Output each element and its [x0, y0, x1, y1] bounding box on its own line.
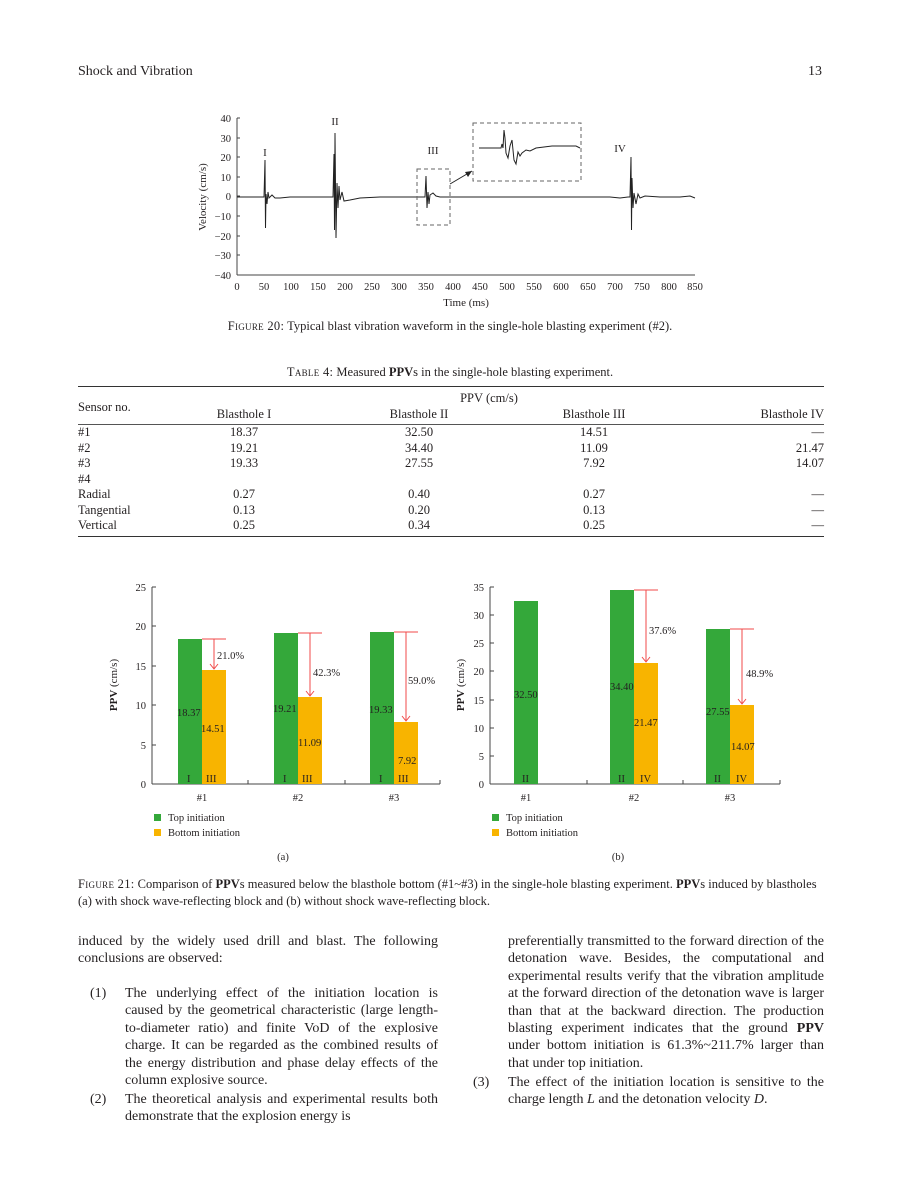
svg-text:21.0%: 21.0%	[217, 651, 245, 662]
figure-20-caption: Figure 20: Typical blast vibration waveform in the single-hole blasting experiment (#2).	[227, 319, 673, 333]
x-axis-label: Time (ms)	[443, 297, 489, 308]
svg-text:30: 30	[220, 134, 231, 145]
svg-text:10: 10	[135, 701, 146, 712]
inset-box	[473, 123, 581, 181]
svg-text:650: 650	[580, 282, 596, 293]
svg-text:(a): (a)	[277, 852, 289, 863]
col-header: Blasthole III	[504, 407, 684, 425]
svg-text:500: 500	[499, 282, 515, 293]
svg-text:800: 800	[661, 282, 677, 293]
svg-text:59.0%: 59.0%	[408, 676, 436, 687]
svg-text:IV: IV	[614, 143, 626, 155]
table-4-caption: Table 4: Measured PPVs in the single-hole blasting experiment.	[286, 365, 614, 379]
svg-text:35: 35	[473, 583, 484, 594]
svg-text:II: II	[618, 774, 625, 785]
ppv-table	[78, 386, 824, 537]
table-row: #3 19.33 27.55 7.92 14.07	[78, 456, 824, 470]
svg-text:42.3%: 42.3%	[313, 668, 341, 679]
svg-text:7.92: 7.92	[398, 756, 417, 767]
col-sensor-header: Sensor no.	[78, 387, 154, 425]
table-row: #2 19.21 34.40 11.09 21.47	[78, 440, 824, 455]
svg-text:400: 400	[445, 282, 461, 293]
svg-text:10: 10	[473, 724, 484, 735]
svg-text:11.09: 11.09	[298, 738, 322, 749]
svg-text:III: III	[398, 774, 409, 785]
svg-text:(b): (b)	[611, 852, 625, 863]
svg-text:0: 0	[234, 282, 240, 293]
svg-text:0: 0	[225, 192, 231, 203]
svg-text:0: 0	[140, 780, 146, 791]
table-row: #1 18.37 32.50 14.51 —	[78, 425, 824, 439]
svg-text:I: I	[187, 774, 191, 785]
svg-text:−40: −40	[214, 271, 231, 282]
svg-text:850: 850	[687, 282, 703, 293]
svg-text:19.33: 19.33	[369, 705, 393, 716]
svg-text:III: III	[427, 145, 439, 157]
svg-text:III: III	[302, 774, 313, 785]
x-ticks	[234, 282, 703, 293]
svg-text:#3: #3	[724, 793, 736, 804]
svg-text:10: 10	[220, 173, 231, 184]
svg-text:I: I	[379, 774, 383, 785]
svg-text:#2: #2	[628, 793, 640, 804]
svg-text:I: I	[283, 774, 287, 785]
svg-text:PPV (cm/s): PPV (cm/s)	[108, 658, 120, 712]
table-row: Tangential 0.13 0.20 0.13 —	[78, 502, 824, 517]
conclusion-2-part-a: (2) The theoretical analysis and experimental results both demonstrate that the explosion energy is	[90, 1092, 438, 1125]
table-row: Vertical 0.25 0.34 0.25 —	[78, 518, 824, 536]
col-header: Blasthole IV	[684, 407, 824, 425]
table-row: Radial 0.27 0.40 0.27 —	[78, 487, 824, 501]
svg-text:700: 700	[607, 282, 623, 293]
svg-text:15: 15	[135, 662, 146, 673]
svg-text:II: II	[522, 774, 529, 785]
svg-text:Top initiation: Top initiation	[168, 813, 225, 824]
svg-text:600: 600	[553, 282, 569, 293]
svg-text:#1: #1	[196, 793, 208, 804]
svg-text:30: 30	[473, 611, 484, 622]
svg-text:18.37: 18.37	[177, 708, 201, 719]
svg-text:Top initiation: Top initiation	[506, 813, 563, 824]
y-ticks	[215, 114, 231, 282]
table-row: #4	[78, 471, 91, 486]
svg-text:IV: IV	[640, 774, 652, 785]
svg-text:0: 0	[478, 780, 484, 791]
svg-text:#2: #2	[292, 793, 304, 804]
svg-text:I: I	[263, 147, 267, 159]
svg-text:350: 350	[418, 282, 434, 293]
svg-text:−20: −20	[214, 232, 231, 243]
svg-text:19.21: 19.21	[273, 704, 297, 715]
col-header: Blasthole I	[154, 407, 334, 425]
svg-text:Bottom initiation: Bottom initiation	[506, 828, 579, 839]
y-axis-label: Velocity (cm/s)	[197, 163, 209, 231]
figure-21a-bar-chart	[100, 575, 445, 865]
svg-text:150: 150	[310, 282, 326, 293]
journal-title: Shock and Vibration	[78, 64, 193, 79]
svg-text:#3: #3	[388, 793, 400, 804]
svg-text:20: 20	[473, 667, 484, 678]
conclusion-2-part-b: preferentially transmitted to the forward direction of the detonation wave. Besides, the computational and experimental results verify that the vibration amplitude at the forward direction of the detonation wave is larger than that at the backward direction. The production blasting experiment indicates that the ground PPV under bottom initiation is 61.3%~211.7% larger than that under top initiation.	[508, 934, 824, 1071]
svg-text:550: 550	[526, 282, 542, 293]
svg-text:40: 40	[220, 114, 231, 125]
svg-text:15: 15	[473, 696, 484, 707]
figure-20-waveform-chart	[180, 108, 720, 308]
svg-text:20: 20	[220, 153, 231, 164]
svg-text:50: 50	[258, 282, 270, 293]
figure-21-caption: Figure 21: Comparison of PPVs measured below the blasthole bottom (#1~#3) in the single-hole blasting experiment. PPVs induced by blastholes (a) with shock wave-reflecting block and (b) without shock wave-reflecting block.	[78, 877, 817, 908]
svg-text:450: 450	[472, 282, 488, 293]
legend-swatch-bottom	[154, 829, 161, 836]
svg-text:750: 750	[634, 282, 650, 293]
svg-text:300: 300	[391, 282, 407, 293]
conclusion-1: (1) The underlying effect of the initiation location is caused by the geometrical characteristic (large length-to-diameter ratio) and finite VoD of the explosive charge. It can be regarded as the combined results of the energy distribution and phase delay effects of the column explosive source.	[90, 986, 438, 1089]
col-group-header: PPV (cm/s)	[154, 387, 824, 407]
waveform-line	[237, 133, 695, 238]
svg-text:27.55: 27.55	[706, 707, 730, 718]
svg-text:34.40: 34.40	[610, 682, 634, 693]
page-number: 13	[808, 64, 822, 79]
col-header: Blasthole II	[334, 407, 504, 425]
inset-waveform	[479, 130, 580, 164]
svg-text:IV: IV	[736, 774, 748, 785]
svg-text:−10: −10	[214, 212, 231, 223]
svg-text:−30: −30	[214, 251, 231, 262]
legend-swatch-top	[492, 814, 499, 821]
svg-text:14.07: 14.07	[731, 742, 755, 753]
svg-text:#1: #1	[520, 793, 532, 804]
svg-text:25: 25	[473, 639, 484, 650]
svg-text:20: 20	[135, 622, 146, 633]
figure-21b-bar-chart	[450, 575, 795, 865]
svg-text:5: 5	[140, 741, 146, 752]
peak-labels	[263, 116, 626, 159]
legend-swatch-top	[154, 814, 161, 821]
svg-text:48.9%: 48.9%	[746, 669, 774, 680]
svg-text:Bottom initiation: Bottom initiation	[168, 828, 241, 839]
svg-text:III: III	[206, 774, 217, 785]
svg-text:21.47: 21.47	[634, 718, 658, 729]
svg-text:5: 5	[478, 752, 484, 763]
svg-text:II: II	[714, 774, 721, 785]
svg-text:250: 250	[364, 282, 380, 293]
conclusion-3: (3) The effect of the initiation location is sensitive to the charge length L and the detonation velocity D.	[473, 1075, 824, 1108]
svg-text:32.50: 32.50	[514, 690, 538, 701]
svg-text:37.6%: 37.6%	[649, 626, 677, 637]
svg-text:PPV (cm/s): PPV (cm/s)	[455, 658, 467, 712]
body-intro: induced by the widely used drill and blast. The following conclusions are observed:	[78, 934, 438, 967]
svg-text:II: II	[331, 116, 339, 128]
legend-swatch-bottom	[492, 829, 499, 836]
svg-text:200: 200	[337, 282, 353, 293]
svg-text:25: 25	[135, 583, 146, 594]
svg-text:100: 100	[283, 282, 299, 293]
svg-text:14.51: 14.51	[201, 724, 225, 735]
